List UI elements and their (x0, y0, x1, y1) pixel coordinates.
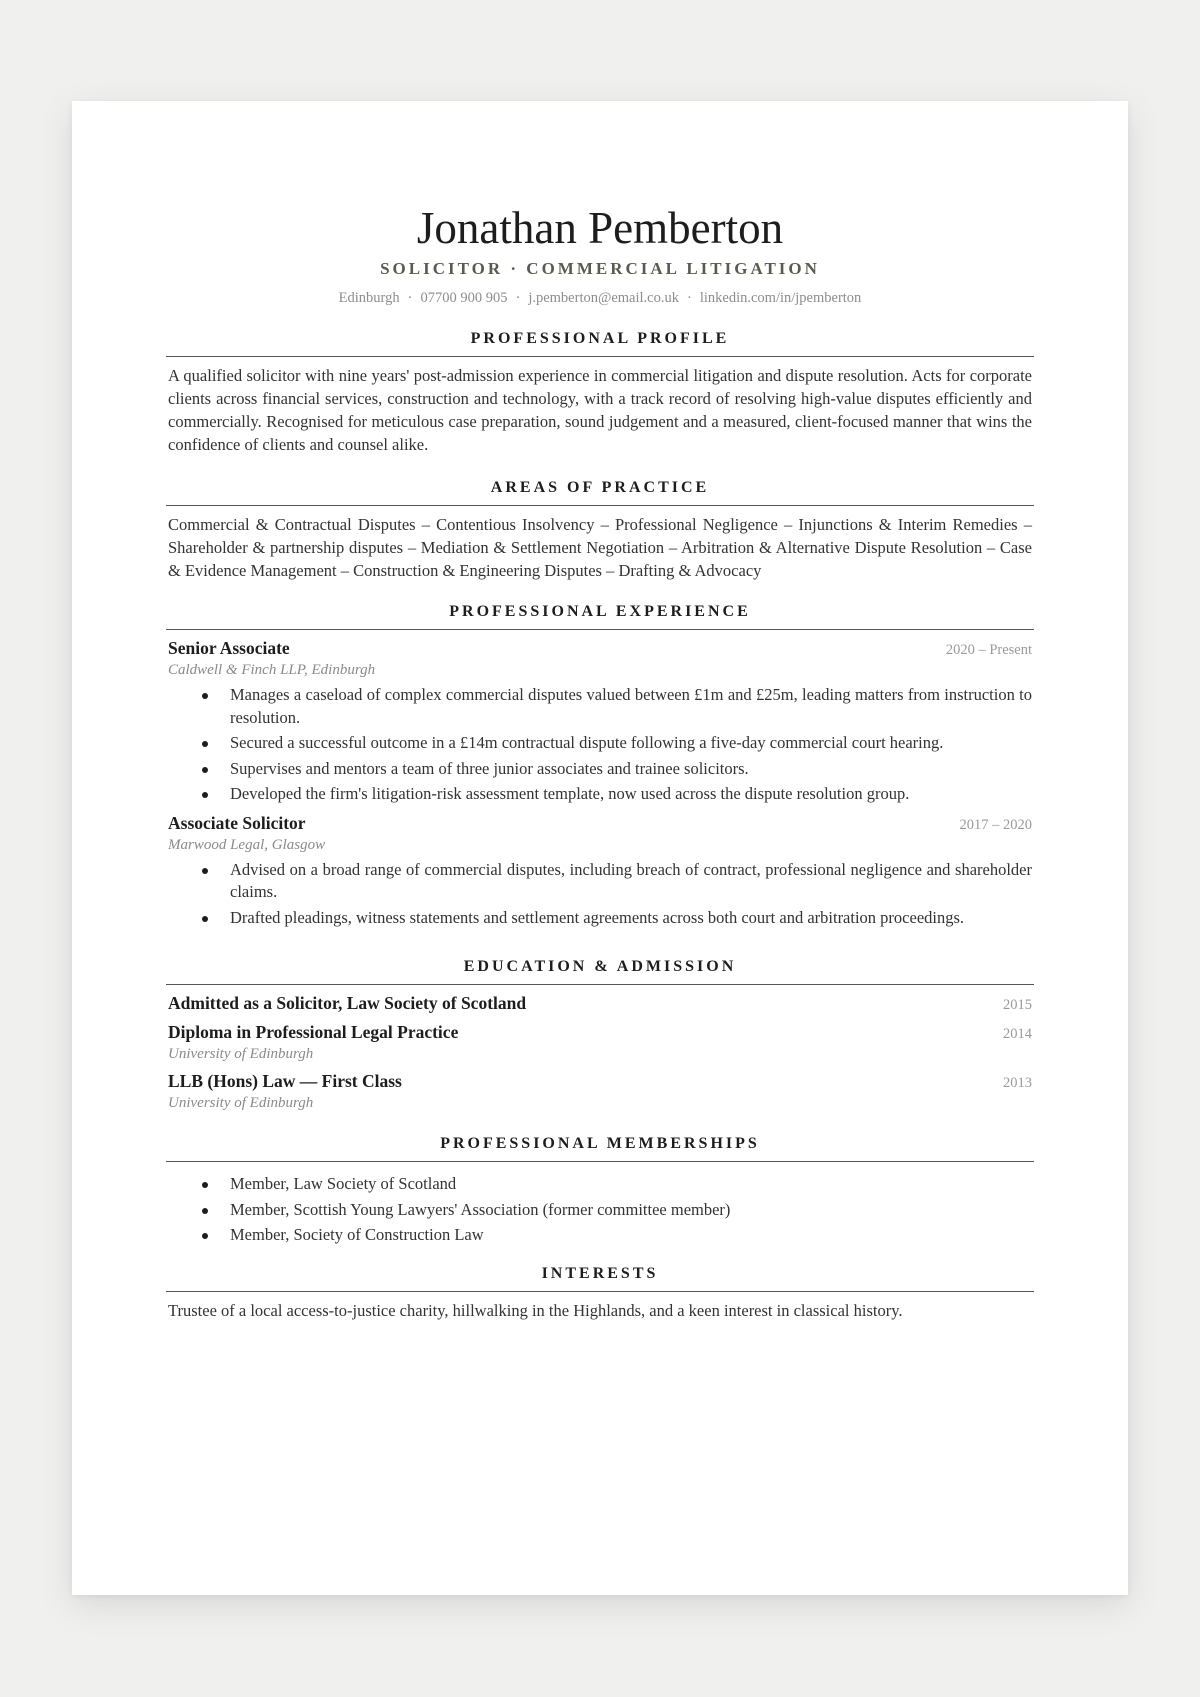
bullet-icon (202, 1182, 208, 1188)
section-practice (166, 478, 1034, 582)
bullet-icon (202, 1233, 208, 1239)
list-item (166, 758, 1034, 781)
membership-text: Member, Scottish Young Lawyers' Association (former committee member) (230, 1199, 731, 1219)
bullet-icon (202, 741, 208, 747)
contact-line (166, 289, 1034, 307)
bullet-icon (202, 792, 208, 798)
bullet-icon (202, 916, 208, 922)
bullet-icon (202, 767, 208, 773)
job-entry (166, 637, 1034, 806)
section-title: PROFESSIONAL EXPERIENCE (166, 602, 1034, 630)
section-title: AREAS OF PRACTICE (166, 478, 1034, 506)
candidate-name: Jonathan Pemberton (416, 203, 784, 253)
bullet-text: Supervises and mentors a team of three junior associates and trainee solicitors. (230, 758, 749, 778)
education-header (166, 1070, 1034, 1093)
contact-location: Edinburgh (338, 290, 400, 306)
bullet-text: Advised on a broad range of commercial disputes, including breach of contract, professional negligence and shareholder claims. (230, 859, 1032, 901)
section-interests (166, 1264, 1034, 1322)
contact-separator: · (407, 290, 413, 306)
education-name: Admitted as a Solicitor, Law Society of Scotland (168, 993, 527, 1013)
membership-text: Member, Society of Construction Law (230, 1225, 484, 1244)
job-entry (166, 812, 1034, 930)
section-profile (166, 329, 1034, 456)
education-year: 2013 (1003, 1075, 1032, 1091)
section-education (166, 957, 1034, 1119)
contact-separator: · (686, 290, 692, 306)
job-header (166, 637, 1034, 660)
contact-separator: · (515, 290, 521, 306)
education-year: 2014 (1003, 1026, 1032, 1042)
contact-linkedin: linkedin.com/in/jpemberton (699, 290, 862, 306)
bullet-icon (202, 868, 208, 874)
list-item (166, 907, 1034, 930)
profile-text: A qualified solicitor with nine years' post-admission experience in commercial litigation and dispute resolution. Acts for corporate clients across financial services, construction and technology, with a track record of resolving high-value disputes efficiently and commercially. Recognised for meticulous case preparation, sound judgement and a measured, client-focused manner that wins the confidence of clients and counsel alike. (168, 366, 1032, 454)
resume-page (72, 101, 1128, 1595)
education-header (166, 1021, 1034, 1044)
job-bullets (166, 684, 1034, 806)
bullet-text: Secured a successful outcome in a £14m contractual dispute following a five-day commercial court hearing. (230, 733, 944, 752)
contact-email: j.pemberton@email.co.uk (528, 290, 679, 306)
list-item (166, 1224, 1034, 1247)
list-item (166, 783, 1034, 806)
section-memberships (166, 1134, 1034, 1250)
interests-text: Trustee of a local access-to-justice charity, hillwalking in the Highlands, and a keen interest in classical history. (168, 1301, 903, 1320)
section-experience (166, 602, 1034, 932)
section-title: INTERESTS (166, 1264, 1034, 1292)
section-title: PROFESSIONAL MEMBERSHIPS (166, 1134, 1034, 1162)
job-title: Senior Associate (168, 638, 290, 658)
candidate-subtitle: SOLICITOR · COMMERCIAL LITIGATION (380, 259, 820, 278)
section-title: EDUCATION & ADMISSION (166, 957, 1034, 985)
contact-phone: 07700 900 905 (420, 290, 508, 306)
list-item (166, 859, 1034, 904)
bullet-text: Drafted pleadings, witness statements and settlement agreements across both court and arbitration proceedings. (230, 907, 965, 927)
bullet-icon (202, 693, 208, 699)
membership-text: Member, Law Society of Scotland (230, 1174, 457, 1193)
education-name: LLB (Hons) Law — First Class (168, 1071, 402, 1091)
job-dates: 2020 – Present (945, 642, 1032, 658)
education-item (166, 1021, 1034, 1064)
job-dates: 2017 – 2020 (959, 816, 1032, 833)
bullet-text: Manages a caseload of complex commercial disputes valued between £1m and £25m, leading matters from instruction to resolution. (230, 685, 1032, 727)
job-bullets (166, 859, 1034, 930)
education-item (166, 992, 1034, 1015)
bullet-icon (202, 1208, 208, 1214)
bullet-text: Developed the firm's litigation-risk assessment template, now used across the dispute resolution group. (230, 784, 910, 803)
education-name: Diploma in Professional Legal Practice (168, 1022, 459, 1042)
education-item (166, 1070, 1034, 1113)
list-item (166, 684, 1034, 729)
section-title: PROFESSIONAL PROFILE (166, 329, 1034, 357)
job-title: Associate Solicitor (168, 812, 306, 833)
practice-text: Commercial & Contractual Disputes – Contentious Insolvency – Professional Negligence – Injunctions & Interim Remedies – Shareholder & partnership disputes – Mediation & Settlement Negotiation – Arbitration & Alternative Dispute Resolution – Case & Evidence Management – Construction & Engineering Disputes – Drafting & Advocacy (168, 515, 1032, 580)
education-header (166, 992, 1034, 1015)
list-item (166, 1173, 1034, 1196)
education-org: University of Edinburgh (168, 1095, 314, 1111)
education-org: University of Edinburgh (168, 1046, 314, 1062)
job-header (166, 812, 1034, 835)
job-org: Caldwell & Finch LLP, Edinburgh (168, 662, 376, 678)
job-org: Marwood Legal, Glasgow (168, 836, 326, 853)
list-item (166, 732, 1034, 755)
list-item (166, 1199, 1034, 1222)
membership-list (166, 1169, 1034, 1247)
education-year: 2015 (1003, 997, 1032, 1013)
